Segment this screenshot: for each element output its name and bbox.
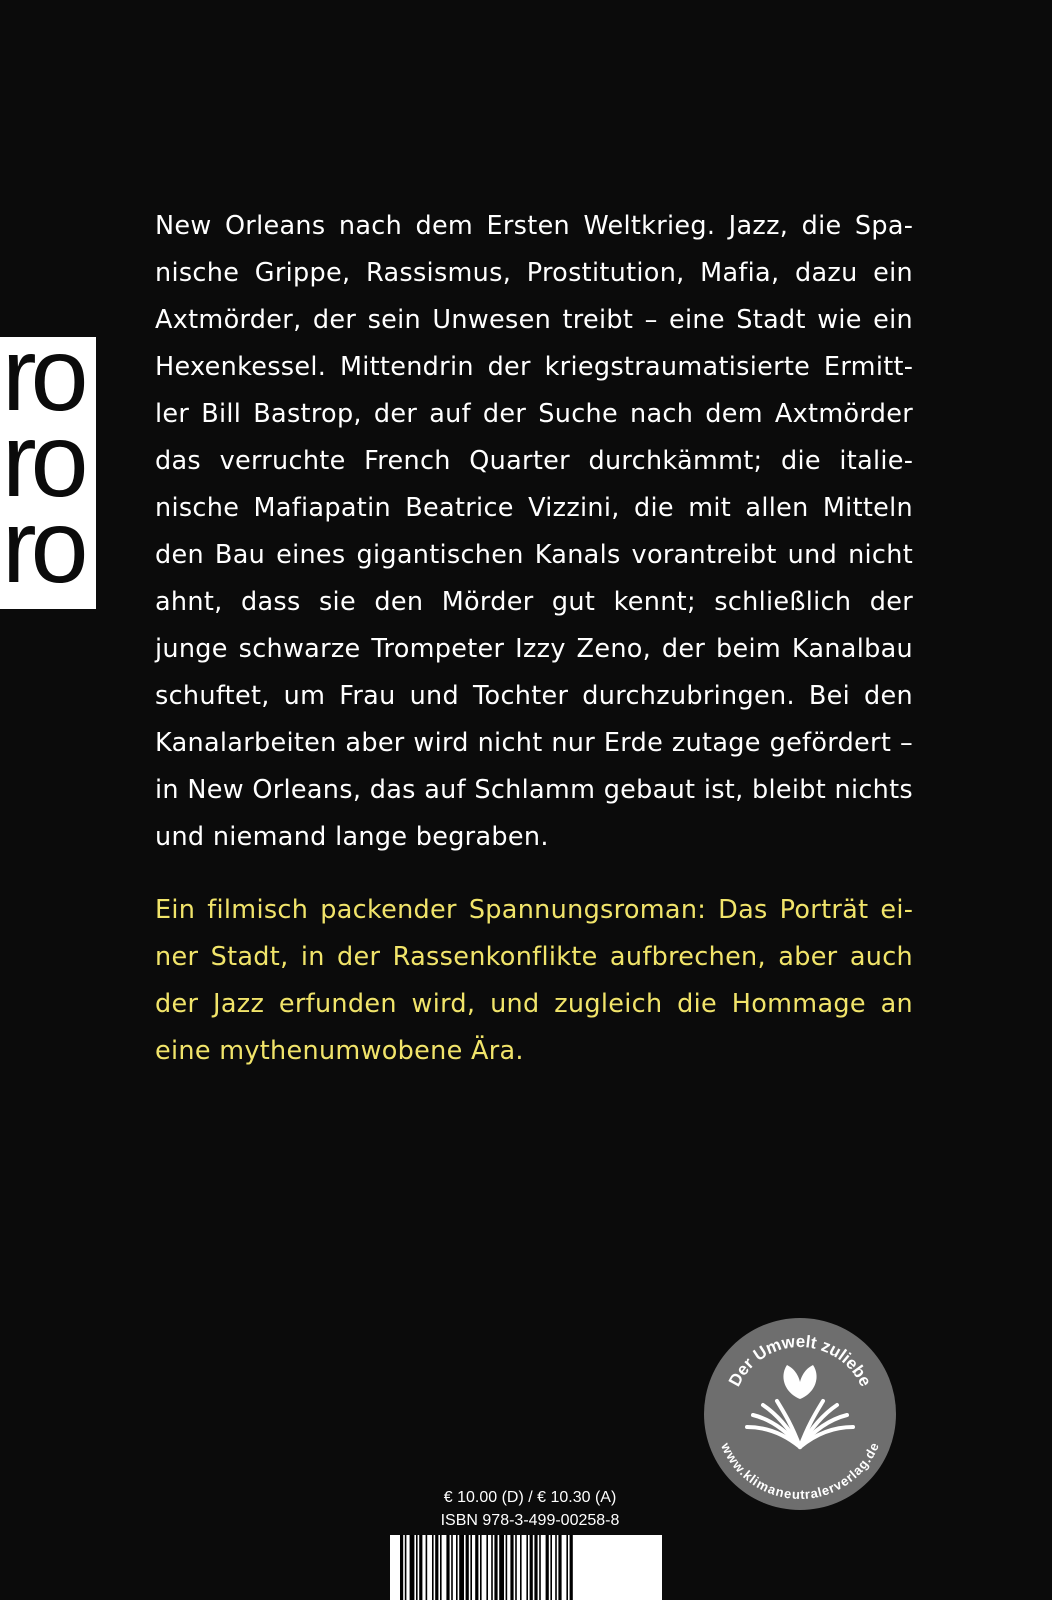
barcode-bar — [426, 1535, 428, 1600]
barcode-bar — [486, 1535, 488, 1600]
barcode-bar — [456, 1535, 458, 1600]
barcode-bar — [558, 1535, 561, 1600]
barcode-bars — [390, 1535, 662, 1600]
logo-line-1: ro — [2, 337, 83, 433]
price-label: € 10.00 (D) / € 10.30 (A) — [443, 1489, 617, 1506]
barcode-bar — [555, 1535, 557, 1600]
barcode-bar — [534, 1535, 537, 1600]
barcode-bar — [506, 1535, 508, 1600]
eco-badge — [703, 1317, 897, 1511]
barcode-bar — [435, 1535, 438, 1600]
barcode-bar — [570, 1535, 573, 1600]
tagline-text: Ein filmisch packender Spannungsroman: Das Porträt einer Stadt, in der Rassenkonflikte aufbrechen, aber auch der Jazz erfunden wird, und zugleich die Hommage an eine mythenumwobene Ära. — [155, 895, 913, 1066]
barcode-bar — [494, 1535, 497, 1600]
barcode-bar — [466, 1535, 469, 1600]
blurb-text: New Orleans nach dem Ersten Weltkrieg. Jazz, die Spanische Grippe, Rassismus, Prostitution, Mafia, dazu ein Axtmörder, der sein Unwesen treibt – eine Stadt wie ein Hexenkessel. Mittendrin der kriegstraumatisierte Ermittler Bill Bastrop, der auf der Suche nach dem Axtmörder das verruchte French Quarter durchkämmt; die italienische Mafiapatin Beatrice Vizzini, die mit allen Mitteln den Bau eines gigantischen Kanals vorantreibt und nicht ahnt, dass sie den Mörder gut kennt; schließlich der junge schwarze Trompeter Izzy Zeno, der beim Kanalbau schuftet, um Frau und Tochter durchzubringen. Bei den Kanalarbeiten aber wird nicht nur Erde zutage gefördert – in New Orleans, das auf Schlamm gebaut ist, bleibt nichts und niemand lange begraben. — [155, 211, 913, 852]
barcode-bar — [419, 1535, 422, 1600]
barcode-bar — [491, 1535, 493, 1600]
barcode-bar — [475, 1535, 478, 1600]
barcode-bar — [566, 1535, 568, 1600]
barcode-bar — [546, 1535, 549, 1600]
barcode-bar — [480, 1535, 482, 1600]
barcode-bar — [526, 1535, 528, 1600]
isbn-label: ISBN 978-3-499-00258-8 — [440, 1512, 620, 1529]
badge-top-text: Der Umwelt zuliebe — [724, 1331, 876, 1390]
eco-badge-graphic — [703, 1317, 897, 1511]
barcode-bar — [400, 1535, 403, 1600]
barcode-bar — [405, 1535, 407, 1600]
barcode-bar — [410, 1535, 415, 1600]
barcode-bar — [416, 1535, 418, 1600]
logo-line-3: ro — [2, 489, 83, 605]
barcode-bar — [499, 1535, 504, 1600]
barcode-bar — [432, 1535, 434, 1600]
barcode-bar — [539, 1535, 541, 1600]
barcode-bar — [440, 1535, 442, 1600]
barcode-bar — [470, 1535, 472, 1600]
badge-bottom-text: www.klimaneutralerverlag.de — [718, 1440, 882, 1502]
barcode-bar — [459, 1535, 464, 1600]
barcode-bar — [451, 1535, 453, 1600]
barcode-bar — [446, 1535, 449, 1600]
barcode-bar — [550, 1535, 552, 1600]
barcode-bar — [515, 1535, 517, 1600]
logo-line-2: ro — [2, 403, 83, 519]
rororo-logo — [0, 337, 96, 609]
barcode — [390, 1535, 662, 1600]
barcode-bar — [530, 1535, 533, 1600]
barcode-bar — [510, 1535, 513, 1600]
barcode-bar — [520, 1535, 522, 1600]
